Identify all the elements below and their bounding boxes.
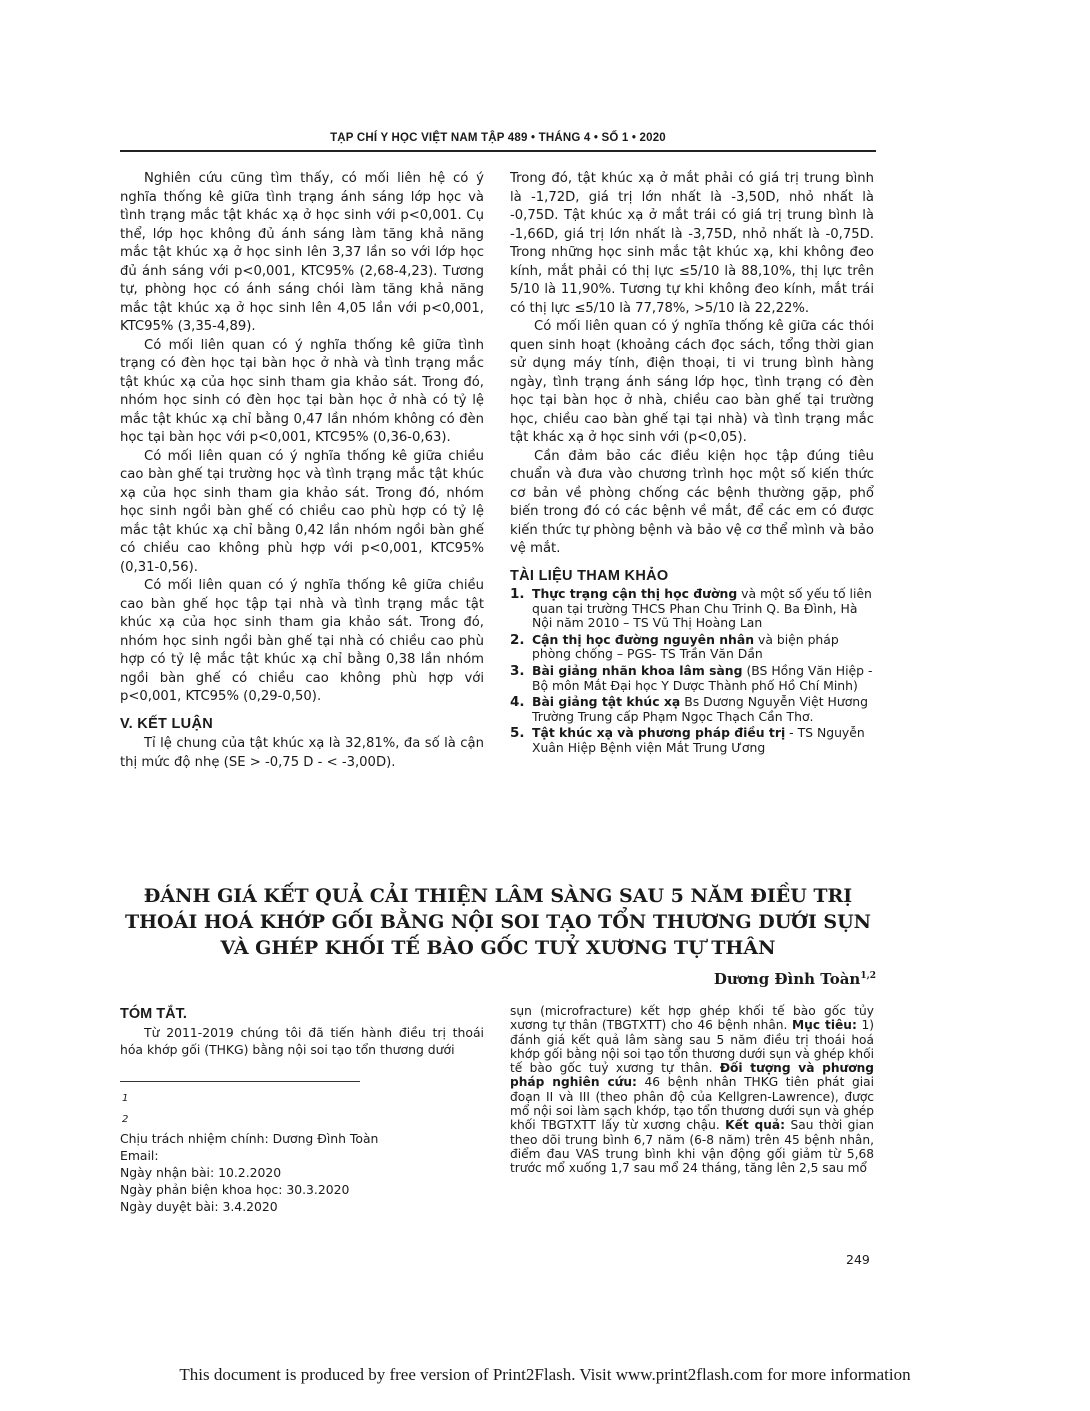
conclusion-paragraph: Tỉ lệ chung của tật khúc xạ là 32,81%, đa số là cận thị mức độ nhẹ (SE > -0,75 D - < -3,00D). <box>120 736 484 770</box>
right-column <box>510 170 874 758</box>
abstract-right-text <box>510 1004 874 1176</box>
footnote-rule <box>120 1081 360 1082</box>
author-name <box>714 970 876 988</box>
author-text: Dương Đình Toàn <box>713 970 861 988</box>
author-affiliation: 1,2 <box>860 971 876 981</box>
header-rule <box>120 150 876 152</box>
conclusion-heading: V. KẾT LUẬN <box>120 715 213 732</box>
reference-details: và biện pháp phòng chống – PGS- TS Trần Văn Dần <box>532 631 839 662</box>
objective-text: 1) đánh giá kết quả lâm sàng sau 5 năm điều trị thoái hoá khớp gối bằng nội soi tạo tổn thương dưới sụn và ghép khối tế bào gốc tuỷ xương tự thân. <box>510 1018 874 1076</box>
body-paragraph: Có mối liên quan có ý nghĩa thống kê giữa chiều cao bàn ghế tại trường học và tình trạng mắc tật khúc xạ của học sinh tham gia khảo sát. Trong đó, nhóm học sinh ngồi bàn ghế có chiều cao phù hợp có tỷ lệ mắc tật khúc xạ chỉ bằng 0,42 lần nhóm ngồi bàn ghế có chiều cao không phù hợp với p<0,001, KTC95% (0,31-0,56). <box>120 448 484 575</box>
references-heading: TÀI LIỆU THAM KHẢO <box>510 567 669 584</box>
page-number: 249 <box>846 1252 870 1267</box>
reference-title: Bài giảng tật khúc xạ <box>532 694 681 710</box>
reference-number: 2. <box>510 631 525 648</box>
review-date: Ngày phản biện khoa học: 30.3.2020 <box>120 1182 350 1197</box>
abstract-heading: TÓM TẮT. <box>120 1006 187 1022</box>
objective-label: Mục tiêu: <box>792 1018 857 1033</box>
abstract-intro: sụn (microfracture) kết hợp ghép khối tế bào gốc tủy xương tự thân (TBGTXTT) cho 46 bệnh nhân. <box>510 1004 874 1033</box>
left-column <box>120 170 484 772</box>
body-paragraph: Cần đảm bảo các điều kiện học tập đúng tiêu chuẩn và đưa vào chương trình học một số kiến thức cơ bản về phòng chống các bệnh thường gặp, phổ biến trong đó có các bệnh về mắt, để các em có được kiến thức tự phòng bệnh và bảo vệ cơ thể mình và bảo vệ mắt. <box>510 448 874 556</box>
reference-details: (BS Hồng Văn Hiệp - Bộ môn Mắt Đại học Y Dược Thành phố Hồ Chí Minh) <box>532 662 873 693</box>
reference-item <box>510 695 874 724</box>
reference-title: Thực trạng cận thị học đường <box>532 586 738 601</box>
footnote-marks <box>122 1088 128 1130</box>
reference-details: - TS Nguyễn Xuân Hiệp Bệnh viện Mắt Trung Ương <box>532 725 865 755</box>
reference-item <box>510 664 874 693</box>
running-head: TẠP CHÍ Y HỌC VIỆT NAM TẬP 489 • THÁNG 4 • SỐ 1 • 2020 <box>330 132 666 144</box>
received-date: Ngày nhận bài: 10.2.2020 <box>120 1165 282 1180</box>
article-title-line: VÀ GHÉP KHỐI TẾ BÀO GỐC TUỶ XƯƠNG TỰ THÂN <box>220 937 776 959</box>
methods-label: Đối tượng và phương pháp nghiên cứu: <box>510 1061 874 1090</box>
reference-number: 4. <box>510 694 525 711</box>
footnote-mark: 1 <box>122 1093 129 1104</box>
reference-title: Cận thị học đường nguyên nhân <box>532 631 755 647</box>
email-line: Email: <box>120 1148 159 1163</box>
results-label: Kết quả: <box>725 1118 786 1133</box>
body-paragraph: Nghiên cứu cũng tìm thấy, có mối liên hệ có ý nghĩa thống kê giữa tình trạng ánh sáng lớp học và tình trạng mắc tật khác xạ ở học sinh với p<0,001. Cụ thể, lớp học không đủ ánh sáng làm tăng khả năng mắc tật khúc xạ ở học sinh lên 3,37 lần so với lớp học đủ ánh sáng với p<0,001, KTC95% (2,68-4,23). Tương tự, phòng học có ánh sáng chói làm tăng khả năng mắc tật khúc xạ ở học sinh lên 4,05 lần với p<0,001, KTC95% (3,35-4,89). <box>120 171 484 334</box>
corresponding-author: Chịu trách nhiệm chính: Dương Đình Toàn <box>120 1131 379 1146</box>
print2flash-notice: This document is produced by free version of Print2Flash. Visit www.print2flash.com for more information <box>179 1365 911 1384</box>
reference-details: và một số yếu tố liên quan tại trường THCS Phan Chu Trinh Q. Ba Đình, Hà Nội năm 2010 – TS Vũ Thị Hoàng Lan <box>532 586 872 631</box>
reference-number: 5. <box>510 725 525 742</box>
footnotes <box>120 1130 484 1215</box>
reference-item <box>510 633 874 662</box>
reference-title: Bài giảng nhãn khoa lâm sàng <box>532 662 743 678</box>
reference-item <box>510 587 874 631</box>
abstract-left-text: Từ 2011-2019 chúng tôi đã tiến hành điều trị thoái hóa khớp gối (THKG) bằng nội soi tạo tổn thương dưới <box>120 1025 484 1057</box>
reference-details: Bs Dương Nguyễn Việt Hương Trường Trung cấp Phạm Ngọc Thạch Cần Thơ. <box>532 694 869 724</box>
reference-title: Tật khúc xạ và phương pháp điều trị <box>532 725 786 741</box>
body-paragraph: Có mối liên quan có ý nghĩa thống kê giữa các thói quen sinh hoạt (khoảng cách đọc sách, tổng thời gian sử dụng máy tính, điện thoại, ti vi trung bình hàng ngày, tình trạng ánh sáng lớp học, tình trạng có đèn học tại bàn học ở nhà, chiều cao bàn ghế tại trường học, chiều cao bàn ghế tại tại nhà) và tình trạng mắc tật khác xạ ở học sinh với (p<0,05). <box>510 319 874 445</box>
reference-number: 1. <box>510 586 525 602</box>
body-paragraph: Có mối liên quan có ý nghĩa thống kê giữa chiều cao bàn ghế học tập tại nhà và tình trạng mắc tật khúc xạ của học sinh tham gia khảo sát. Trong đó, nhóm học sinh ngồi bàn ghế tại nhà có chiều cao phù hợp có tỷ lệ mắc tật khúc xạ chỉ bằng 0,38 lần nhóm ngồi bàn ghế có chiều cao không phù hợp với p<0,001, KTC95% (0,29-0,50). <box>120 578 484 704</box>
reference-list <box>510 587 874 756</box>
reference-item <box>510 726 874 755</box>
article-title <box>120 883 876 961</box>
body-paragraph: Có mối liên quan có ý nghĩa thống kê giữa tình trạng có đèn học tại bàn học ở nhà và tình trạng mắc tật khúc xạ của học sinh tham gia khảo sát. Trong đó, nhóm học sinh có đèn học tại bàn học ở nhà có tỷ lệ mắc tật khúc xạ chỉ bằng 0,47 lần nhóm không có đèn học tại bàn học với p<0,001, KTC95% (0,36-0,63). <box>120 337 484 445</box>
body-paragraph: Trong đó, tật khúc xạ ở mắt phải có giá trị trung bình là -1,72D, giá trị lớn nhất là -3,50D, nhỏ nhất là -0,75D. Tật khúc xạ ở mắt trái có giá trị trung bình là -1,66D, giá trị lớn nhất là -3,75D, nhỏ nhất là -0,75D. Trong những học sinh mắc tật khúc xạ, khi không đeo kính, mắt phải có thị lực ≤5/10 là 88,10%, thị lực trên 5/10 là 11,90%. Tương tự khi không đeo kính, mắt trái có thị lực ≤5/10 là 77,78%, >5/10 là 22,22%. <box>510 171 874 316</box>
article-title-line: ĐÁNH GIÁ KẾT QUẢ CẢI THIỆN LÂM SÀNG SAU 5 NĂM ĐIỀU TRỊ <box>143 885 853 907</box>
reference-number: 3. <box>510 662 525 679</box>
methods-text: 46 bệnh nhân THKG tiên phát giai đoạn II và III (theo phân độ của Kellgren-Lawrence), được mổ nội soi làm sạch khớp, tạo tổn thương dưới sụn và ghép khối TBGTXTT lấy từ xương chậu. <box>510 1075 874 1133</box>
footnote-mark: 2 <box>122 1114 129 1125</box>
article-title-line: THOÁI HOÁ KHỚP GỐI BẰNG NỘI SOI TẠO TỔN THƯƠNG DƯỚI SỤN <box>124 911 872 933</box>
accepted-date: Ngày duyệt bài: 3.4.2020 <box>120 1199 278 1214</box>
results-text: Sau thời gian theo dõi trung bình 6,7 năm (6-8 năm) trên 45 bệnh nhân, điểm đau VAS trung bình khi vận động gối giảm từ 5,68 trước mổ xuống 1,7 sau mổ 24 tháng, tăng lên 2,5 sau mổ <box>510 1118 875 1176</box>
